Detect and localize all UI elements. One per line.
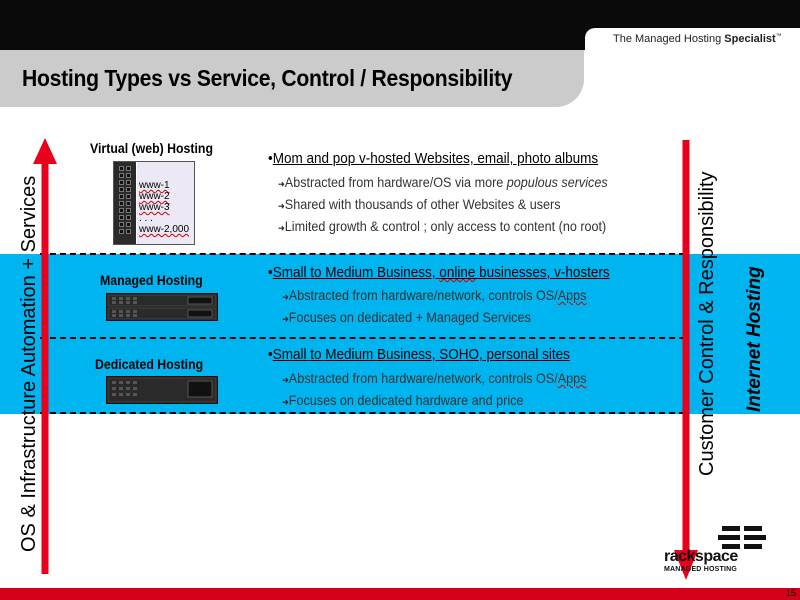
tagline-regular: The Managed Hosting xyxy=(613,33,725,45)
managed-server-icon xyxy=(106,293,218,321)
tagline xyxy=(585,28,800,50)
virtual-sub-2 xyxy=(278,196,561,212)
dedicated-sub-1-squig: Apps xyxy=(557,370,587,386)
right-axis-label: Customer Control & Responsibility xyxy=(696,171,718,476)
arrow-bullet-icon: ➜ xyxy=(278,223,285,233)
vhost-line: . . . xyxy=(139,213,153,224)
managed-sub-2 xyxy=(282,309,531,325)
virtual-hosting-label: Virtual (web) Hosting xyxy=(90,140,213,156)
managed-sub-1-squig: Apps xyxy=(557,287,587,303)
managed-bullet-post: businesses, v-hosters xyxy=(475,264,610,281)
managed-bullet-pre: Small to Medium Business, xyxy=(272,264,440,281)
dedicated-bullet: •Small to Medium Business, SOHO, personal sites xyxy=(268,346,570,363)
managed-bullet-text xyxy=(273,264,610,281)
dedicated-sub-2-text: Focuses on dedicated hardware and price xyxy=(288,392,524,408)
arrow-bullet-icon: ➜ xyxy=(282,292,289,302)
managed-bullet-squig: online xyxy=(439,264,476,281)
divider-1 xyxy=(40,253,685,255)
arrow-bullet-icon: ➜ xyxy=(282,397,289,407)
managed-bullet: •Small to Medium Business, online businesses, v-hosters xyxy=(268,264,610,281)
arrow-bullet-icon: ➜ xyxy=(278,201,285,211)
dedicated-server-icon xyxy=(106,376,218,404)
dedicated-bullet-text: Small to Medium Business, SOHO, personal sites xyxy=(272,346,570,363)
vhost-line: www-1 xyxy=(139,180,170,191)
managed-sub-1 xyxy=(282,287,586,303)
virtual-sub-1-text: Abstracted from hardware/OS via more xyxy=(284,174,507,190)
tagline-tm: ™ xyxy=(775,33,782,40)
arrow-bullet-icon: ➜ xyxy=(278,179,285,189)
page-number: 15 xyxy=(785,588,796,598)
virtual-sub-3-text: Limited growth & control ; only access to content (no root) xyxy=(284,218,607,234)
vhost-line: www-2 xyxy=(139,191,170,202)
logo-wordmark: rackspace xyxy=(664,548,738,565)
virtual-sub-1 xyxy=(278,174,608,190)
logo-subline: MANAGED HOSTING xyxy=(664,566,737,573)
dedicated-sub-2 xyxy=(282,392,523,408)
internet-hosting-label: Internet Hosting xyxy=(744,266,765,412)
managed-sub-1-text: Abstracted from hardware/network, controls OS/ xyxy=(288,287,558,303)
arrow-bullet-icon: ➜ xyxy=(282,375,289,385)
virtual-sub-1-emph: populous services xyxy=(506,174,608,190)
down-arrow-icon xyxy=(674,140,698,580)
virtual-server-icon xyxy=(113,161,195,245)
virtual-sub-2-text: Shared with thousands of other Websites & users xyxy=(284,196,561,212)
vhost-line: www-2,000 xyxy=(139,224,190,235)
vhost-line: www-3 xyxy=(139,202,170,213)
rack-icon xyxy=(114,162,136,244)
arrow-bullet-icon: ➜ xyxy=(282,314,289,324)
footer-bar xyxy=(0,588,800,600)
tagline-bold: Specialist xyxy=(724,33,776,45)
virtual-host-list xyxy=(137,162,194,244)
dedicated-hosting-label: Dedicated Hosting xyxy=(95,356,204,372)
virtual-sub-3 xyxy=(278,218,606,234)
divider-2 xyxy=(40,337,685,339)
page-title: Hosting Types vs Service, Control / Responsibility xyxy=(22,65,513,91)
managed-sub-2-text: Focuses on dedicated + Managed Services xyxy=(288,309,531,325)
dedicated-sub-1 xyxy=(282,370,586,386)
managed-hosting-label: Managed Hosting xyxy=(100,272,203,288)
dedicated-sub-1-text: Abstracted from hardware/network, controls OS/ xyxy=(288,370,558,386)
virtual-bullet: •Mom and pop v-hosted Websites, email, photo albums xyxy=(268,150,599,167)
divider-3 xyxy=(40,412,685,414)
virtual-bullet-text: Mom and pop v-hosted Websites, email, photo albums xyxy=(272,150,599,167)
left-axis-label: OS & Infrastructure Automation + Services xyxy=(18,175,40,552)
